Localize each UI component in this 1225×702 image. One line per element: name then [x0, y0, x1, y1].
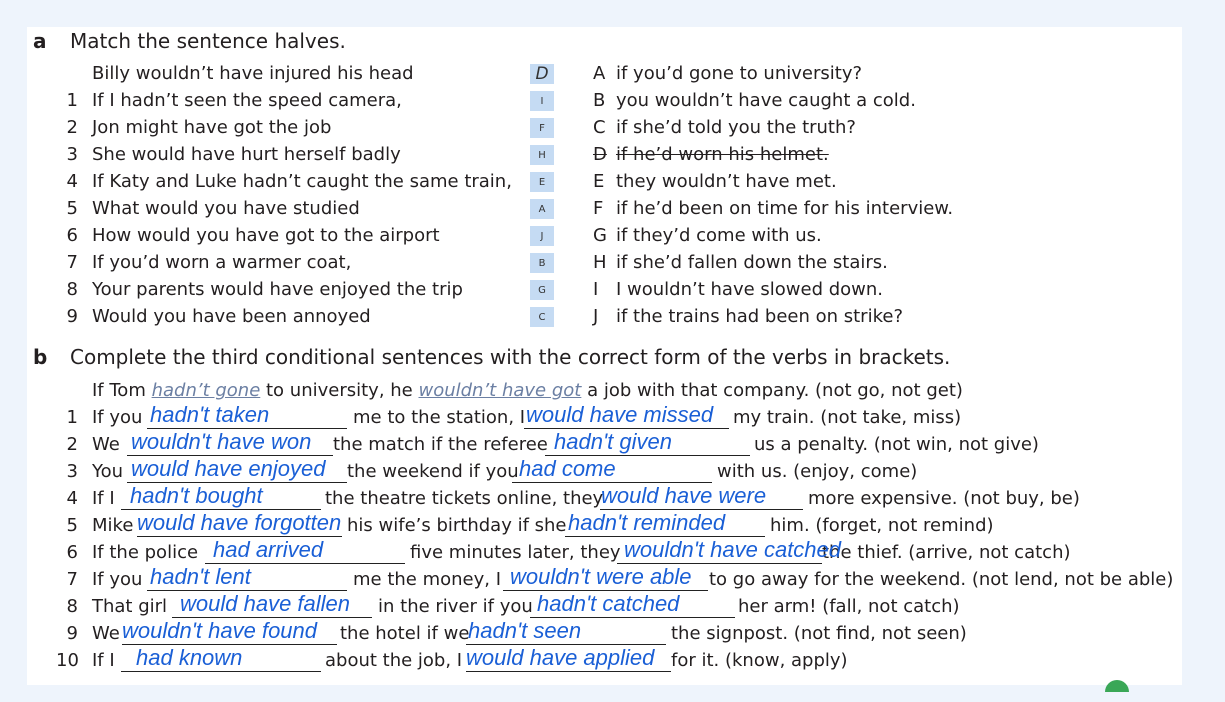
fill-text-end: my train. (not take, miss) [733, 407, 962, 428]
match-example-sentence: Billy wouldn’t have injured his head [92, 63, 414, 84]
match-option-letter: C [593, 117, 606, 138]
handwritten-answer-1: hadn't lent [150, 564, 251, 589]
fill-text-middle: about the job, I [325, 650, 463, 671]
fill-text-middle: the match if the referee [333, 434, 548, 455]
match-item-sentence: What would you have studied [92, 198, 360, 219]
match-option-letter: H [593, 252, 607, 273]
handwritten-answer-2: had come [519, 456, 616, 481]
fill-text-start: Mike [92, 515, 134, 536]
match-option-text: if she’d told you the truth? [616, 117, 856, 138]
match-answer-box[interactable]: B [530, 253, 554, 273]
match-answer-box[interactable]: G [530, 280, 554, 300]
match-item-sentence: If Katy and Luke hadn’t caught the same train, [92, 171, 512, 192]
handwritten-answer-2: hadn't seen [468, 618, 582, 643]
handwritten-answer-2: hadn't reminded [568, 510, 726, 535]
fill-text-end: with us. (enjoy, come) [717, 461, 918, 482]
example-answer: wouldn’t have got [418, 380, 582, 401]
example-text: If Tom [92, 380, 152, 401]
match-item-sentence: Jon might have got the job [92, 117, 332, 138]
fill-item-number: 1 [66, 407, 78, 428]
match-item-sentence: How would you have got to the airport [92, 225, 440, 246]
fill-item-number: 5 [66, 515, 78, 536]
fill-text-end: us a penalty. (not win, not give) [754, 434, 1039, 455]
fill-text-start: If the police [92, 542, 199, 563]
fill-text-middle: his wife’s birthday if she [347, 515, 567, 536]
match-option-letter: D [593, 144, 607, 165]
fill-text-start: If I [92, 488, 115, 509]
match-option-text: I wouldn’t have slowed down. [616, 279, 884, 300]
example-text: to university, he [260, 380, 419, 401]
match-option-text: if she’d fallen down the stairs. [616, 252, 888, 273]
handwritten-answer-2: would have were [601, 483, 767, 508]
match-option-letter: E [593, 171, 605, 192]
fill-text-end: her arm! (fall, not catch) [738, 596, 960, 617]
fill-text-end: to go away for the weekend. (not lend, not be able) [709, 569, 1174, 590]
match-item-sentence: She would have hurt herself badly [92, 144, 401, 165]
fill-text-middle: the theatre tickets online, they [325, 488, 604, 509]
fill-item-number: 3 [66, 461, 78, 482]
handwritten-answer-2: hadn't catched [537, 591, 680, 616]
handwritten-answer-1: wouldn't have found [122, 618, 318, 643]
match-answer-box[interactable]: A [530, 199, 554, 219]
match-item-sentence: If you’d worn a warmer coat, [92, 252, 352, 273]
handwritten-answer-1: had arrived [213, 537, 324, 562]
handwritten-answer-2: wouldn't were able [510, 564, 692, 589]
fill-item-number: 4 [66, 488, 78, 509]
match-item-sentence: Would you have been annoyed [92, 306, 371, 327]
fill-text-start: We [92, 623, 120, 644]
match-example-answer[interactable]: D [530, 64, 554, 84]
handwritten-answer-2: would have missed [526, 402, 714, 427]
fill-item-number: 7 [66, 569, 78, 590]
match-item-number: 1 [66, 90, 78, 111]
match-option-letter: A [593, 63, 606, 84]
fill-item-number: 9 [66, 623, 78, 644]
fill-text-end: the signpost. (not find, not seen) [671, 623, 967, 644]
match-item-sentence: If I hadn’t seen the speed camera, [92, 90, 402, 111]
fill-text-end: the thief. (arrive, not catch) [822, 542, 1071, 563]
match-item-number: 3 [66, 144, 78, 165]
fill-text-end: more expensive. (not buy, be) [808, 488, 1080, 509]
match-answer-box[interactable]: E [530, 172, 554, 192]
section-a-letter: a [33, 29, 47, 53]
match-item-number: 2 [66, 117, 78, 138]
match-item-number: 6 [66, 225, 78, 246]
match-option-letter: I [593, 279, 599, 300]
fill-item-number: 2 [66, 434, 78, 455]
fill-text-start: You [92, 461, 124, 482]
fill-text-middle: me to the station, I [353, 407, 526, 428]
match-option-letter: B [593, 90, 606, 111]
fill-text-middle: in the river if you [378, 596, 533, 617]
match-item-number: 5 [66, 198, 78, 219]
match-item-number: 7 [66, 252, 78, 273]
fill-text-start: If you [92, 407, 143, 428]
example-answer: hadn’t gone [151, 380, 261, 401]
handwritten-answer-1: would have fallen [180, 591, 351, 616]
match-item-number: 9 [66, 306, 78, 327]
fill-item-number: 6 [66, 542, 78, 563]
match-option-letter: J [593, 306, 599, 327]
section-b-title: Complete the third conditional sentences with the correct form of the verbs in brackets. [70, 345, 951, 369]
handwritten-answer-2: hadn't given [554, 429, 672, 454]
handwritten-answer-1: would have forgotten [137, 510, 342, 535]
handwritten-answer-1: hadn't bought [130, 483, 263, 508]
fill-text-start: If I [92, 650, 115, 671]
section-a-title: Match the sentence halves. [70, 29, 346, 53]
match-option-text: if they’d come with us. [616, 225, 822, 246]
fill-text-middle: me the money, I [353, 569, 502, 590]
match-option-text: they wouldn’t have met. [616, 171, 837, 192]
match-item-sentence: Your parents would have enjoyed the trip [92, 279, 463, 300]
match-answer-box[interactable]: I [530, 91, 554, 111]
example-text: a job with that company. (not go, not get) [581, 380, 963, 401]
fill-text-start: That girl [92, 596, 168, 617]
match-option-letter: F [593, 198, 604, 219]
match-answer-box[interactable]: H [530, 145, 554, 165]
section-b-letter: b [33, 345, 48, 369]
fill-example [92, 380, 963, 401]
match-option-text: if the trains had been on strike? [616, 306, 903, 327]
answer-blank-2[interactable] [466, 671, 671, 672]
match-answer-box[interactable]: C [530, 307, 554, 327]
fill-text-middle: the weekend if you [347, 461, 519, 482]
fill-text-middle: five minutes later, they [410, 542, 621, 563]
match-option-text: if he’d been on time for his interview. [616, 198, 954, 219]
handwritten-answer-2: would have applied [466, 645, 655, 670]
match-option-text: if you’d gone to university? [616, 63, 863, 84]
fill-text-end: him. (forget, not remind) [770, 515, 994, 536]
handwritten-answer-1: hadn't taken [150, 402, 270, 427]
match-item-number: 4 [66, 171, 78, 192]
fill-item-number: 8 [66, 596, 78, 617]
match-answer-box[interactable]: J [530, 226, 554, 246]
fill-text-middle: the hotel if we [340, 623, 470, 644]
handwritten-answer-1: had known [136, 645, 243, 670]
fill-text-end: for it. (know, apply) [671, 650, 848, 671]
fill-text-start: If you [92, 569, 143, 590]
match-option-text: if he’d worn his helmet. [616, 144, 829, 165]
handwritten-answer-1: wouldn't have won [131, 429, 312, 454]
handwritten-answer-1: would have enjoyed [131, 456, 326, 481]
match-option-letter: G [593, 225, 607, 246]
match-item-number: 8 [66, 279, 78, 300]
answer-blank-1[interactable] [121, 671, 321, 672]
match-option-text: you wouldn’t have caught a cold. [616, 90, 916, 111]
handwritten-answer-2: wouldn't have catched [624, 537, 842, 562]
fill-text-start: We [92, 434, 120, 455]
fill-item-number: 10 [56, 650, 79, 671]
match-answer-box[interactable]: F [530, 118, 554, 138]
